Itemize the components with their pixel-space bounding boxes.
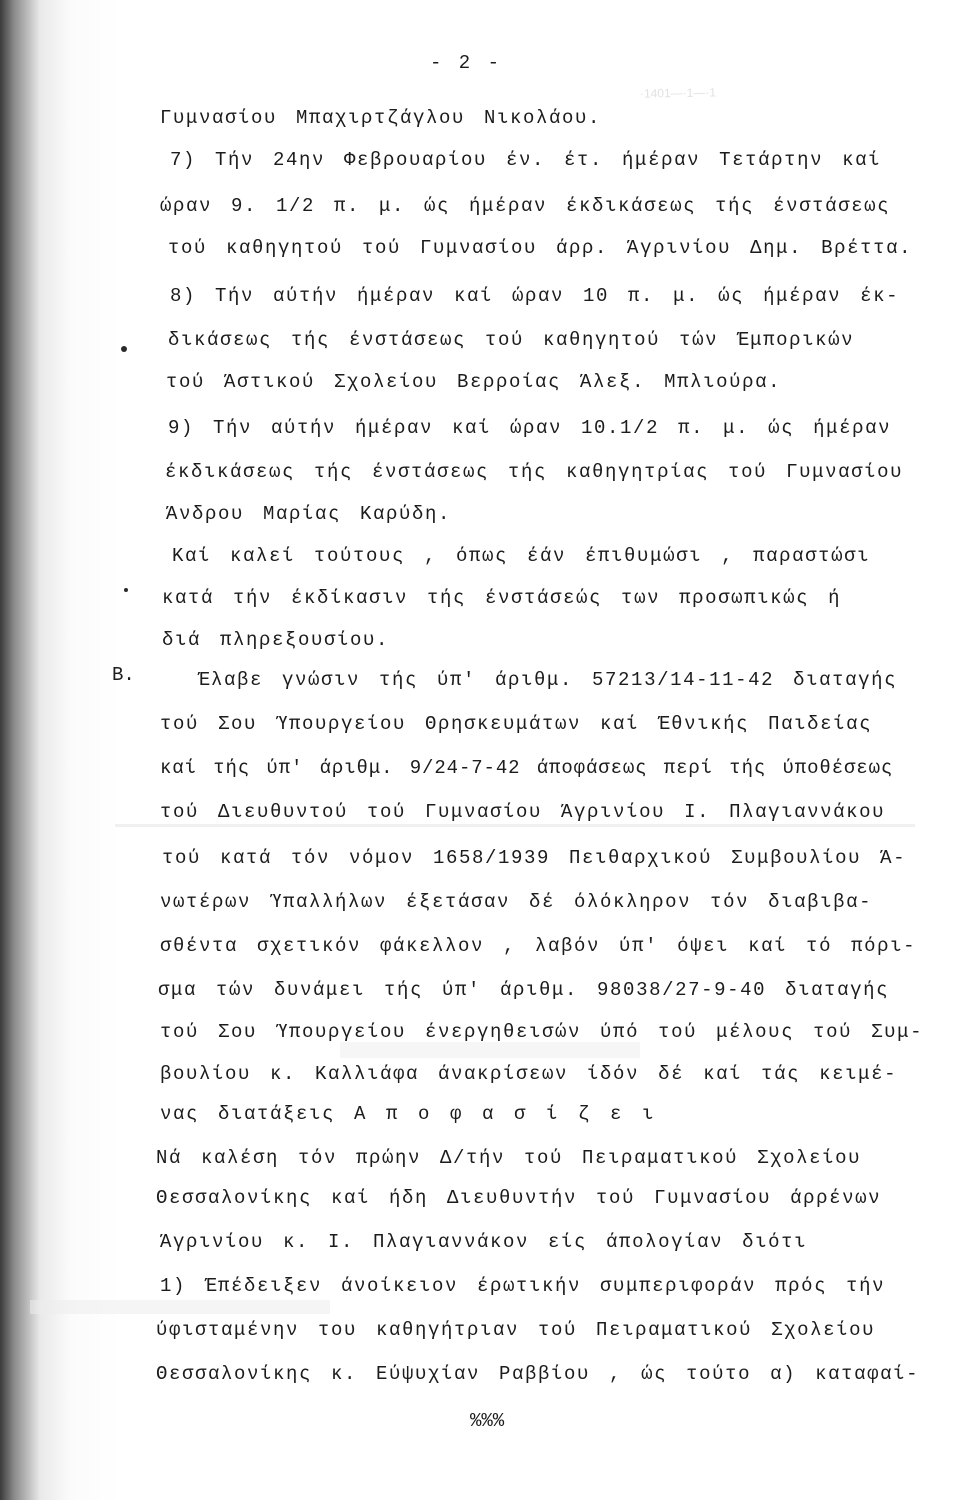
text-line: 9) Τήν αύτήν ήμέραν καί ώραν 10.1/2 π. μ. ώς ήμέραν (168, 417, 892, 439)
text-line: Άνδρου Μαρίας Καρύδη. (166, 503, 452, 525)
margin-dot (121, 346, 127, 352)
text-line: Έλαβε γνώσιν τής ύπ' άριθμ. 57213/14-11-42 διαταγής (160, 669, 898, 691)
text-line: Νά καλέση τόν πρώην Δ/τήν τού Πειραματικού Σχολείου (156, 1147, 862, 1169)
bleed-through-text (340, 1042, 640, 1058)
text-line: Γυμνασίου Μπαχιρτζάγλου Νικολάου. (160, 107, 602, 129)
margin-dot (124, 588, 128, 592)
text-line: κατά τήν έκδίκασιν τής ένστάσεώς των προσωπικώς ή (162, 587, 842, 609)
section-marker: Β. (112, 664, 135, 686)
text-line: τού κατά τόν νόμον 1658/1939 Πειθαρχικού Συμβουλίου Ά- (162, 847, 907, 869)
text-line: τού Άστικού Σχολείου Βερροίας Άλεξ. Μπλιούρα. (166, 371, 782, 393)
end-mark: %%% (470, 1410, 505, 1432)
text-line: καί τής ύπ' άριθμ. 9/24-7-42 άποφάσεως περί τής ύποθέσεως (160, 757, 894, 779)
text-line: δικάσεως τής ένστάσεως τού καθηγητού τών Έμπορικών (168, 329, 855, 351)
text-line: τού Διευθυντού τού Γυμνασίου Άγρινίου Ι. Πλαγιαννάκου (160, 801, 886, 823)
page-number: - 2 - (430, 52, 503, 74)
text-line: Καί καλεί τούτους , όπως έάν έπιθυμώσι , παραστώσι (172, 545, 871, 567)
bleed-through-text: ·1401—·1—·1 (639, 85, 717, 101)
text-line: τού Σου Ύπουργείου ένεργηθεισών ύπό τού μέλους τού Συμ- (160, 1021, 924, 1043)
text-line: 8) Τήν αύτήν ήμέραν καί ώραν 10 π. μ. ώς ήμέραν έκ- (170, 285, 900, 307)
text-line: νας διατάξεις Α π ο φ α σ ί ζ ε ι (160, 1103, 656, 1125)
text-line: ώραν 9. 1/2 π. μ. ώς ήμέραν έκδικάσεως τής ένστάσεως (160, 195, 891, 217)
text-line: νωτέρων Ύπαλλήλων έξετάσαν δέ όλόκληρον τόν διαβιβα- (160, 891, 873, 913)
text-line: Θεσσαλονίκης καί ήδη Διευθυντήν τού Γυμνασίου άρρένων (156, 1187, 882, 1209)
text-line: Θεσσαλονίκης κ. Εύψυχίαν Ραββίου , ώς τούτο α) καταφαί- (156, 1363, 920, 1385)
text-line: έκδικάσεως τής ένστάσεως τής καθηγητρίας τού Γυμνασίου (165, 461, 904, 483)
text-line: βουλίου κ. Καλλιάφα άνακρίσεων ίδόν δέ καί τάς κειμέ- (160, 1063, 898, 1085)
text-line: τού καθηγητού τού Γυμνασίου άρρ. Άγρινίου Δημ. Βρέττα. (168, 237, 913, 259)
text-line: σθέντα σχετικόν φάκελλον , λαβόν ύπ' όψει καί τό πόρι- (160, 935, 917, 957)
text-line: 1) Έπέδειξεν άνοίκειον έρωτικήν συμπεριφοράν πρός τήν (160, 1275, 886, 1297)
text-line: τού Σου Ύπουργείου Θρησκευμάτων καί Έθνικής Παιδείας (160, 713, 873, 735)
text-line: σμα τών δυνάμει τής ύπ' άριθμ. 98038/27-9-40 διαταγής (158, 979, 890, 1001)
text-line: 7) Τήν 24ην Φεβρουαρίου έν. έτ. ήμέραν Τετάρτην καί (170, 149, 882, 171)
text-line: ύφισταμένην του καθηγήτριαν τού Πειραματικού Σχολείου (156, 1319, 876, 1341)
text-line: διά πληρεξουσίου. (162, 629, 390, 651)
text-line: Άγρινίου κ. Ι. Πλαγιαννάκον είς άπολογίαν διότι (160, 1231, 808, 1253)
bleed-through-text (115, 824, 915, 827)
bleed-through-text (30, 1300, 330, 1314)
